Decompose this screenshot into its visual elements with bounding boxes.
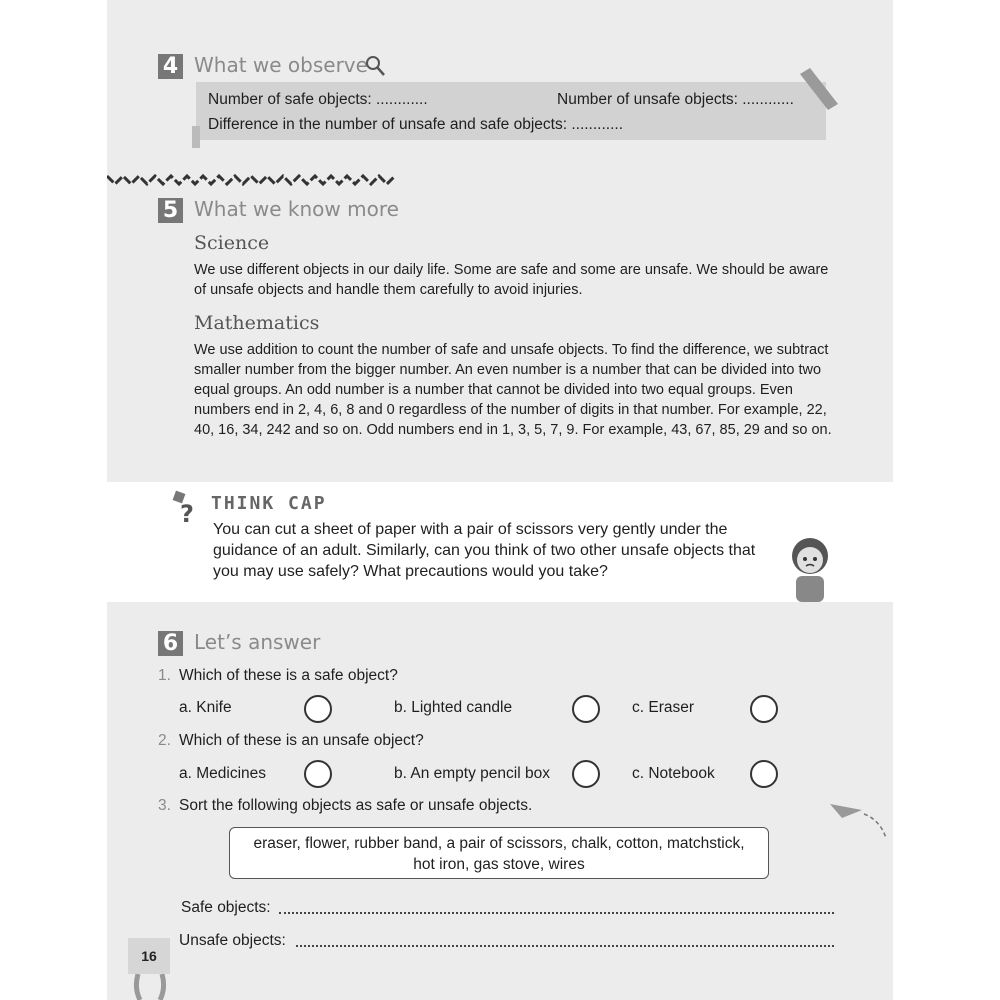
math-text: We use addition to count the number of safe and unsafe objects. To find the difference, we subtract smaller number from the bigger number. An even number is a number that can be divided into two equal groups. An odd number is a number that cannot be divided into two equal groups. Even numbers end in 2, 4, 6, 8 and 0 regardless of the number of digits in that number. For example, 22, 40, 16, 34, 242 and so on. Odd numbers end in 1, 3, 5, 7, 9. For example, 43, 67, 85, 29 and so on. bbox=[194, 342, 832, 438]
think-cap-text: You can cut a sheet of paper with a pair of scissors very gently under the guidance of an adult. Similarly, can you think of two other unsafe objects that you may use safely? What precautions would you take? bbox=[213, 521, 756, 580]
page-number: 16 bbox=[128, 938, 170, 974]
section-6-title: Let’s answer bbox=[194, 630, 321, 654]
q1-option-a-radio[interactable] bbox=[304, 695, 332, 723]
page-number-clip bbox=[130, 974, 170, 1000]
question-3-number: 3. bbox=[158, 797, 171, 814]
question-mark-icon bbox=[170, 490, 206, 528]
question-3-text: Sort the following objects as safe or unsafe objects. bbox=[179, 797, 533, 814]
q1-option-c: c. Eraser bbox=[632, 699, 695, 716]
q2-option-c-radio[interactable] bbox=[750, 760, 778, 788]
safe-count-label: Number of safe objects: ............ bbox=[208, 91, 428, 108]
q1-option-c-radio[interactable] bbox=[750, 695, 778, 723]
question-1-text: Which of these is a safe object? bbox=[179, 667, 398, 684]
science-text: We use different objects in our daily life. Some are safe and some are unsafe. We should be aware of unsafe objects and handle them carefully to avoid injuries. bbox=[194, 262, 829, 298]
svg-text:?: ? bbox=[180, 500, 194, 528]
word-box-line-2: hot iron, gas stove, wires bbox=[413, 856, 585, 873]
question-2-text: Which of these is an unsafe object? bbox=[179, 732, 424, 749]
unsafe-objects-label: Unsafe objects: bbox=[179, 932, 286, 949]
section-4-title: What we observe bbox=[194, 53, 368, 77]
safe-objects-answer-line[interactable] bbox=[279, 912, 834, 914]
section-4-number: 4 bbox=[158, 54, 183, 79]
unsafe-count-label: Number of unsafe objects: ............ bbox=[557, 91, 794, 108]
zigzag-divider bbox=[107, 172, 397, 188]
math-heading: Mathematics bbox=[194, 312, 320, 334]
question-1-number: 1. bbox=[158, 667, 171, 684]
paper-plane-icon bbox=[828, 798, 892, 844]
q2-option-b-radio[interactable] bbox=[572, 760, 600, 788]
magnifier-icon bbox=[364, 54, 386, 78]
science-heading: Science bbox=[194, 232, 270, 254]
question-2-number: 2. bbox=[158, 732, 171, 749]
word-box-line-1: eraser, flower, rubber band, a pair of scissors, chalk, cotton, matchstick, bbox=[253, 835, 745, 852]
think-cap-title: THINK CAP bbox=[211, 493, 327, 514]
q2-option-a-radio[interactable] bbox=[304, 760, 332, 788]
q2-option-a: a. Medicines bbox=[179, 765, 267, 782]
q1-option-b-radio[interactable] bbox=[572, 695, 600, 723]
q2-option-c: c. Notebook bbox=[632, 765, 715, 782]
safe-objects-label: Safe objects: bbox=[181, 899, 271, 916]
tape-decoration bbox=[796, 66, 842, 112]
objects-word-box bbox=[229, 827, 769, 879]
q1-option-a: a. Knife bbox=[179, 699, 232, 716]
q2-option-b: b. An empty pencil box bbox=[394, 765, 550, 782]
section-5-title: What we know more bbox=[194, 197, 399, 221]
q1-option-b: b. Lighted candle bbox=[394, 699, 513, 716]
unsafe-objects-answer-line[interactable] bbox=[296, 945, 834, 947]
observation-box-tab bbox=[192, 126, 200, 148]
difference-label: Difference in the number of unsafe and safe objects: ............ bbox=[208, 116, 624, 133]
section-6-number: 6 bbox=[158, 631, 183, 656]
girl-illustration bbox=[782, 532, 838, 602]
section-5-number: 5 bbox=[158, 198, 183, 223]
